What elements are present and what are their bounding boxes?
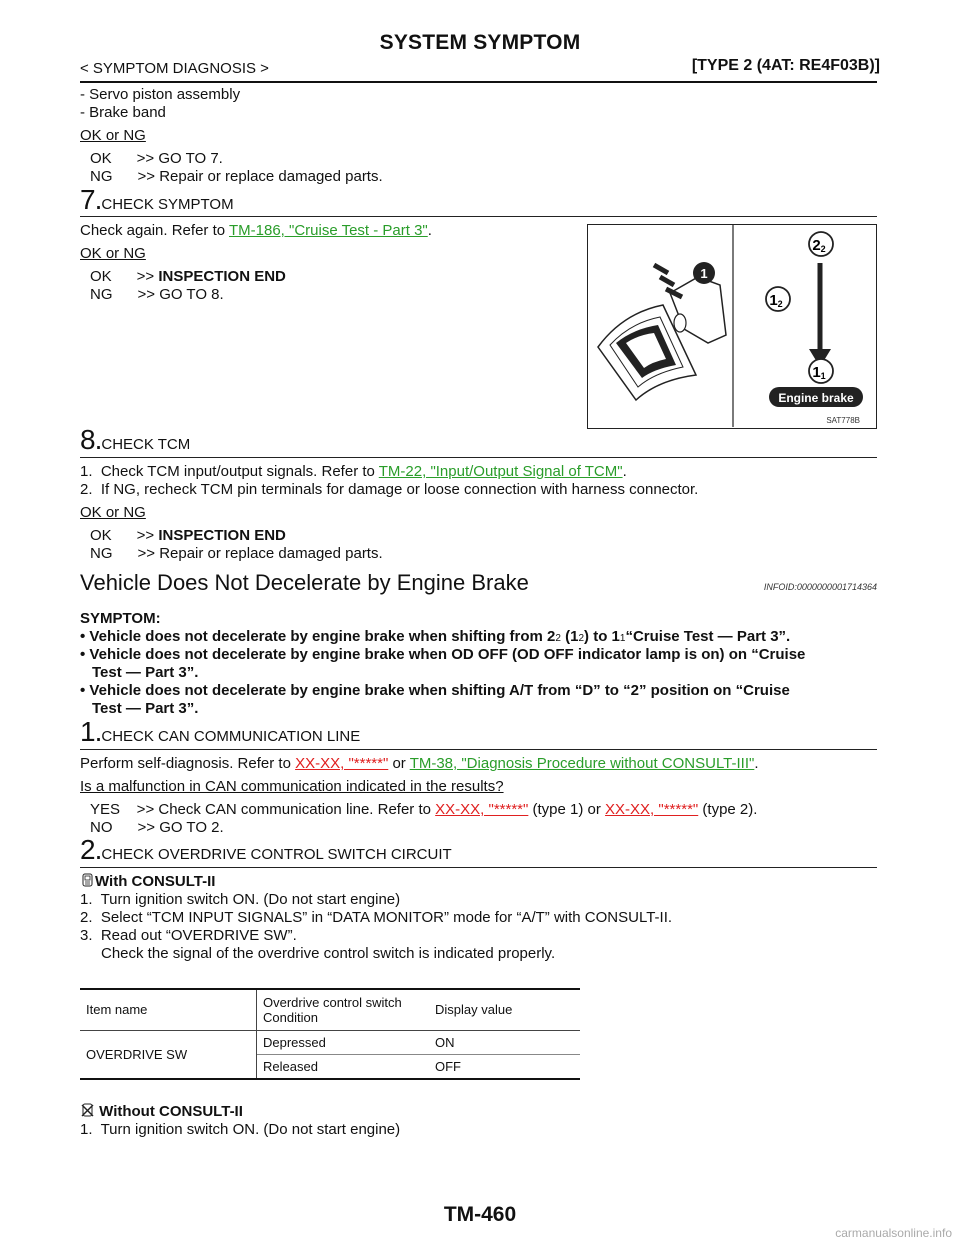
step-7-heading	[80, 184, 234, 215]
header-rule	[80, 81, 877, 83]
consult-step-3-cont: Check the signal of the overdrive control switch is indicated properly.	[101, 945, 556, 962]
table-header-row	[80, 990, 580, 1030]
table-header-display: Display value	[435, 1002, 513, 1018]
svg-text:11: 11	[812, 364, 826, 381]
step-rule	[80, 749, 877, 750]
step-1-heading	[80, 716, 361, 747]
table-header-item: Item name	[86, 1002, 148, 1018]
step-7-text: Check again. Refer to TM-186, "Cruise Test - Part 3".	[80, 222, 432, 239]
consult-step-1: 1. Turn ignition switch ON. (Do not start engine)	[80, 891, 401, 908]
question-label: Is a malfunction in CAN communication indicated in the results?	[80, 778, 504, 795]
page-number: TM-460	[443, 1203, 517, 1226]
step-8-heading	[80, 424, 191, 455]
watermark: carmanualsonline.info	[835, 1226, 952, 1240]
signal-table	[80, 988, 580, 1080]
symptom-label: SYMPTOM:	[80, 610, 161, 627]
io-signal-link[interactable]: TM-22, "Input/Output Signal of TCM"	[378, 463, 623, 480]
step-number: 1.	[80, 716, 102, 747]
cruise-test-link[interactable]: TM-186, "Cruise Test - Part 3"	[228, 222, 428, 239]
intro-line-1: - Servo piston assembly	[80, 86, 241, 103]
without-consult-label: Without CONSULT-II	[80, 1103, 243, 1121]
ok-result: OK >> GO TO 7.	[90, 150, 223, 167]
step-1-text: Perform self-diagnosis. Refer to XX-XX, "*****" or TM-38, "Diagnosis Procedure without CONSULT-III".	[80, 755, 759, 772]
table-cell-value: OFF	[429, 1054, 580, 1078]
step-rule	[80, 867, 877, 868]
section-title: Vehicle Does Not Decelerate by Engine Brake	[80, 570, 529, 595]
step-rule	[80, 216, 877, 217]
step-title: CHECK SYMPTOM	[101, 196, 234, 213]
can-type2-link[interactable]: XX-XX, "*****"	[605, 801, 699, 818]
diagnosis-procedure-link[interactable]: TM-38, "Diagnosis Procedure without CONSULT-III"	[409, 755, 755, 772]
table-cell-value: ON	[435, 1034, 455, 1050]
no-consult-tool-icon	[80, 1103, 95, 1118]
step-2-heading	[80, 834, 452, 865]
info-id: INFOID:0000000001714364	[763, 582, 877, 592]
step-number: 2.	[80, 834, 102, 865]
okng-label: OK or NG	[80, 245, 146, 262]
symptom-bullet-2-cont: Test — Part 3”.	[92, 664, 199, 681]
consult-step-2: 2. Select “TCM INPUT SIGNALS” in “DATA MONITOR” mode for “A/T” with CONSULT-II.	[80, 909, 673, 926]
symptom-bullet-2: • Vehicle does not decelerate by engine brake when OD OFF (OD OFF indicator lamp is on) on “Cruise	[80, 646, 806, 663]
table-header-condition: Overdrive control switch Condition	[257, 990, 430, 1030]
ng-result: NG >> Repair or replace damaged parts.	[90, 168, 383, 185]
symptom-bullet-1: • Vehicle does not decelerate by engine brake when shifting from 22 (12) to 11“Cruise Test — Part 3”.	[80, 628, 791, 645]
svg-text:12: 12	[769, 292, 783, 309]
step-title: CHECK OVERDRIVE CONTROL SWITCH CIRCUIT	[101, 846, 452, 863]
no-result: NO >> GO TO 2.	[90, 819, 224, 836]
ok-result: OK >> INSPECTION END	[90, 527, 286, 544]
transmission-type: [TYPE 2 (4AT: RE4F03B)]	[691, 57, 880, 74]
symptom-bullet-3: • Vehicle does not decelerate by engine brake when shifting A/T from “D” to “2” position on “Cruise	[80, 682, 790, 699]
shift-lever-figure	[587, 224, 877, 429]
svg-text:Engine brake: Engine brake	[778, 391, 854, 405]
step-number: 8.	[80, 424, 102, 455]
section-breadcrumb: < SYMPTOM DIAGNOSIS >	[80, 60, 269, 77]
ok-result: OK >> INSPECTION END	[90, 268, 286, 285]
self-diagnosis-link[interactable]: XX-XX, "*****"	[295, 755, 389, 772]
intro-line-2: - Brake band	[80, 104, 166, 121]
page-title: SYSTEM SYMPTOM	[379, 31, 581, 54]
step-title: CHECK TCM	[101, 436, 191, 453]
svg-text:22: 22	[812, 237, 826, 254]
yes-result: YES >> Check CAN communication line. Refer to XX-XX, "*****" (type 1) or XX-XX, "*****" (type 2).	[90, 801, 758, 818]
can-type1-link[interactable]: XX-XX, "*****"	[435, 801, 529, 818]
table-cell-condition: Released	[257, 1054, 430, 1078]
step-rule	[80, 457, 877, 458]
svg-text:1: 1	[700, 266, 708, 281]
ng-result: NG >> GO TO 8.	[90, 286, 224, 303]
step-8-item-2: 2. If NG, recheck TCM pin terminals for damage or loose connection with harness connector.	[80, 481, 699, 498]
shift-lever-illustration	[588, 225, 875, 427]
okng-label: OK or NG	[80, 504, 146, 521]
step-number: 7.	[80, 184, 102, 215]
ng-result: NG >> Repair or replace damaged parts.	[90, 545, 383, 562]
manual-step-1: 1. Turn ignition switch ON. (Do not start engine)	[80, 1121, 401, 1138]
with-consult-label: With CONSULT-II	[80, 873, 215, 891]
table-cell-condition: Depressed	[257, 1030, 430, 1054]
consult-tool-icon	[80, 873, 95, 888]
svg-text:SAT778B: SAT778B	[826, 416, 860, 425]
table-cell-item: OVERDRIVE SW	[86, 1046, 188, 1062]
consult-step-3: 3. Read out “OVERDRIVE SW”.	[80, 927, 297, 944]
okng-label: OK or NG	[80, 127, 146, 144]
symptom-bullet-3-cont: Test — Part 3”.	[92, 700, 199, 717]
step-title: CHECK CAN COMMUNICATION LINE	[101, 728, 361, 745]
table-row	[80, 1030, 580, 1054]
step-8-item-1: 1. Check TCM input/output signals. Refer to TM-22, "Input/Output Signal of TCM".	[80, 463, 627, 480]
